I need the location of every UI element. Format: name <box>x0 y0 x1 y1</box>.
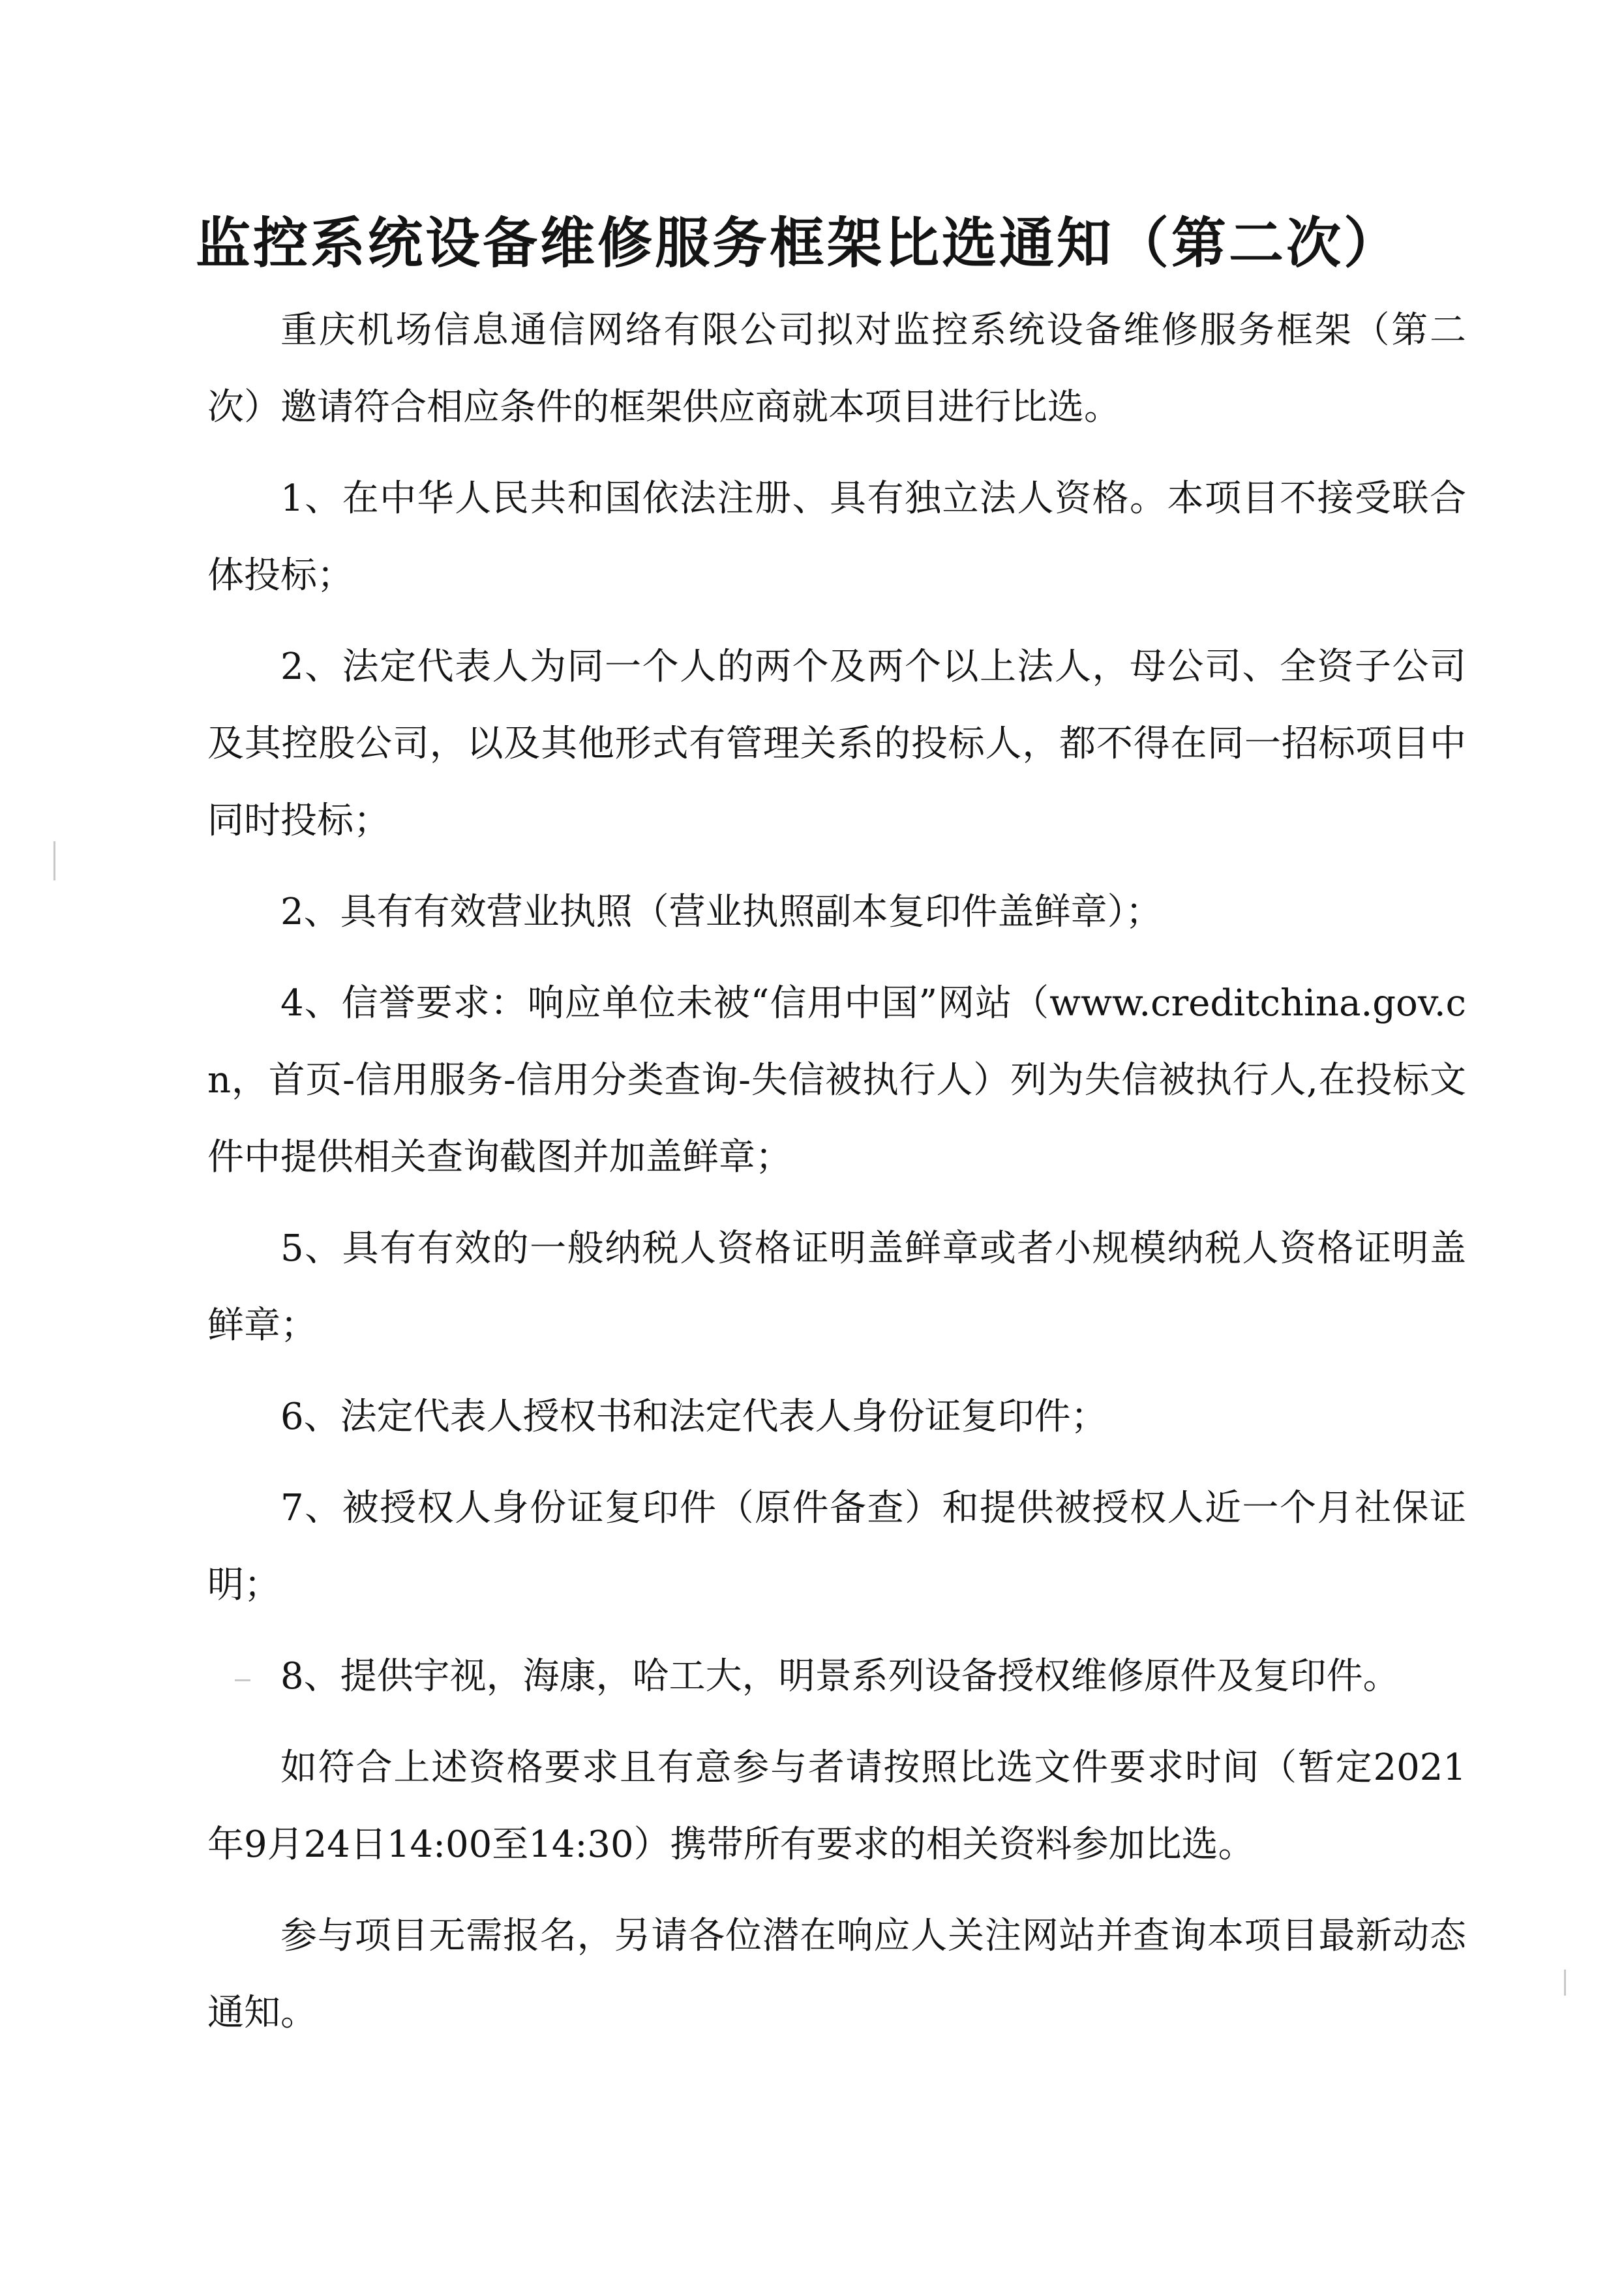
requirement-2: 2、法定代表人为同一个人的两个及两个以上法人，母公司、全资子公司及其控股公司，以及其他形式有管理关系的投标人，都不得在同一招标项目中同时投标； <box>207 646 1466 842</box>
scan-artifact <box>1564 1970 1566 1996</box>
document-body <box>207 292 1466 2066</box>
intro-paragraph: 重庆机场信息通信网络有限公司拟对监控系统设备维修服务框架（第二次）邀请符合相应条件的框架供应商就本项目进行比选。 <box>207 309 1466 428</box>
closing-paragraph: 参与项目无需报名，另请各位潜在响应人关注网站并查询本项目最新动态通知。 <box>207 1915 1466 2034</box>
scan-artifact <box>235 1679 250 1681</box>
requirement-8: 8、提供宇视，海康，哈工大，明景系列设备授权维修原件及复印件。 <box>280 1655 1400 1698</box>
requirement-4: 4、信誉要求：响应单位未被“信用中国”网站（www.creditchina.gov.cn，首页-信用服务-信用分类查询-失信被执行人）列为失信被执行人,在投标文件中提供相关查询截图并加盖鲜章； <box>207 982 1466 1178</box>
schedule-paragraph: 如符合上述资格要求且有意参与者请按照比选文件要求时间（暂定2021年9月24日14:00至14:30）携带所有要求的相关资料参加比选。 <box>207 1746 1466 1866</box>
requirement-7: 7、被授权人身份证复印件（原件备查）和提供被授权人近一个月社保证明； <box>207 1487 1466 1606</box>
scan-artifact <box>53 841 55 880</box>
requirement-5: 5、具有有效的一般纳税人资格证明盖鲜章或者小规模纳税人资格证明盖鲜章； <box>207 1227 1466 1347</box>
requirement-3: 2、具有有效营业执照（营业执照副本复印件盖鲜章）； <box>280 891 1162 933</box>
page-title: 监控系统设备维修服务框架比选通知（第二次） <box>196 211 1402 275</box>
requirement-1: 1、在中华人民共和国依法注册、具有独立法人资格。本项目不接受联合体投标； <box>207 477 1466 597</box>
requirement-6: 6、法定代表人授权书和法定代表人身份证复印件； <box>280 1396 1107 1438</box>
